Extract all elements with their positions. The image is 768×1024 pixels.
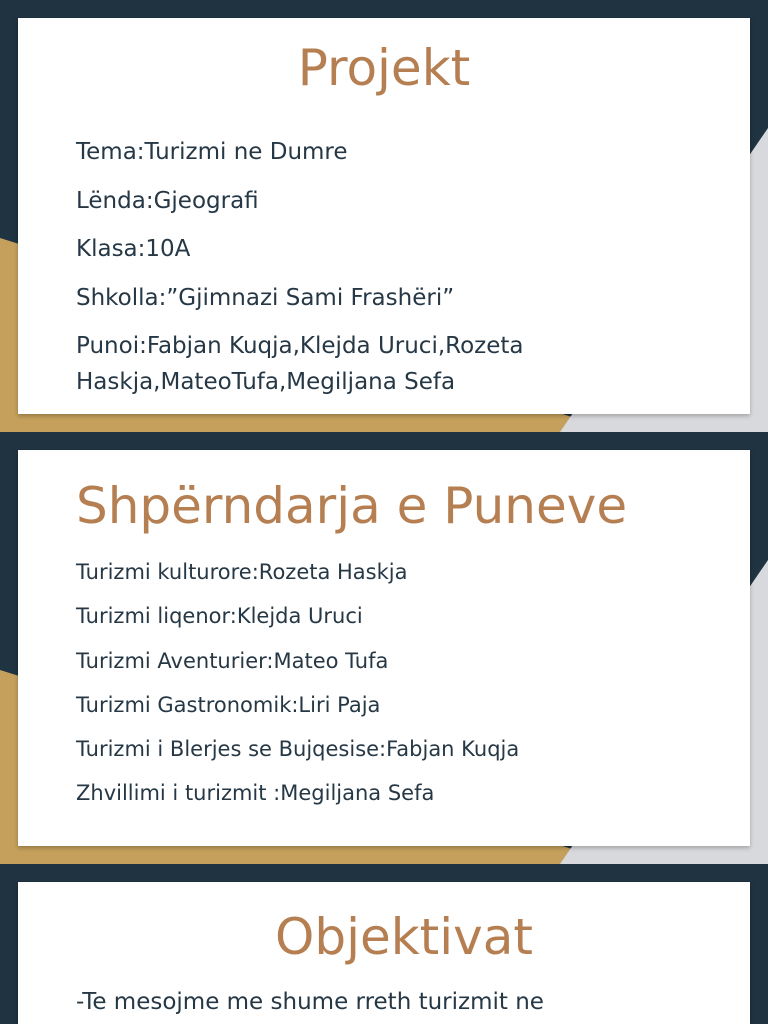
slide-shperndarja xyxy=(0,432,768,864)
task-line: Turizmi kulturore:Rozeta Haskja xyxy=(76,560,408,584)
task-line: Turizmi Gastronomik:Liri Paja xyxy=(76,692,381,717)
info-line: Klasa:10A xyxy=(76,236,191,262)
slide-card xyxy=(18,882,750,1024)
slide-body xyxy=(76,984,696,1020)
task-line: Turizmi Aventurier:Mateo Tufa xyxy=(76,648,389,673)
task-line: Turizmi i Blerjes se Bujqesise:Fabjan Kuqja xyxy=(76,737,520,762)
slide-body xyxy=(76,134,636,413)
slide-title: Objektivat xyxy=(274,908,534,966)
info-line: Shkolla:”Gjimnazi Sami Frashëri” xyxy=(76,284,455,311)
objective-line: -Te mesojme me shume rreth turizmit ne xyxy=(76,989,544,1015)
slide-title: Shpërndarja e Puneve xyxy=(76,477,628,535)
task-line: Zhvillimi i turizmit :Megiljana Sefa xyxy=(76,781,435,806)
info-line: Lënda:Gjeografi xyxy=(76,187,259,214)
info-line: Punoi:Fabjan Kuqja,Klejda Uruci,Rozeta Haskja,MateoTufa,Megiljana Sefa xyxy=(76,333,524,395)
slide-projekt xyxy=(0,0,768,432)
task-line: Turizmi liqenor:Klejda Uruci xyxy=(76,604,363,629)
slide-objektivat xyxy=(0,864,768,1024)
info-line: Tema:Turizmi ne Dumre xyxy=(76,139,348,165)
slide-body xyxy=(76,558,696,824)
slide-card xyxy=(18,18,750,414)
slide-title: Projekt xyxy=(297,39,471,97)
slide-card xyxy=(18,450,750,846)
